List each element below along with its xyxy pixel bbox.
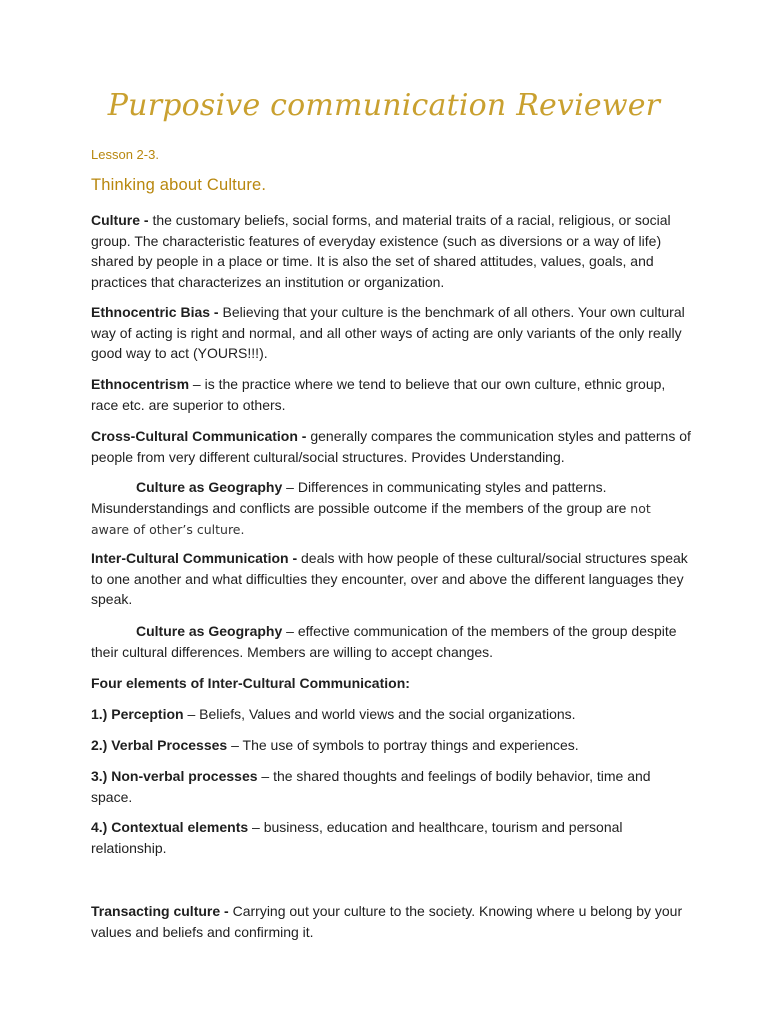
list-item [91, 766, 691, 807]
term-cross-cultural: Cross-Cultural Communication - [91, 428, 307, 444]
paragraph-ethnocentrism [91, 374, 691, 415]
paragraph-transacting [91, 901, 691, 942]
element-text: – The use of symbols to portray things and experiences. [227, 737, 579, 753]
list-item [91, 704, 691, 725]
lesson-label: Lesson 2-3. [91, 147, 159, 162]
definition-transacting: Carrying out your culture to the society. Knowing where u belong by your values and beliefs and confirming it. [91, 903, 683, 940]
definition-inter-cultural: deals with how people of these cultural/social structures speak to one another and what difficulties they encounter, over and above the different languages they speak. [91, 550, 688, 607]
paragraph-ethnocentric-bias [91, 302, 691, 364]
term-geography-1: Culture as Geography [136, 479, 283, 495]
paragraph-inter-cultural [91, 548, 691, 610]
list-item [91, 817, 691, 858]
paragraph-geography-1 [91, 477, 691, 541]
term-geography-2: Culture as Geography [136, 623, 283, 639]
definition-ethnocentrism: – is the practice where we tend to believe that our own culture, ethnic group, race etc. are superior to others. [91, 376, 666, 413]
document-title: Purposive communication Reviewer [107, 88, 661, 123]
term-culture: Culture - [91, 212, 149, 228]
element-term: 1.) Perception [91, 706, 184, 722]
term-ethnocentric-bias: Ethnocentric Bias - [91, 304, 219, 320]
list-item [91, 735, 691, 756]
definition-culture: the customary beliefs, social forms, and material traits of a racial, religious, or social group. The characteristic features of everyday existence (such as diversions or a way of life) shared by people in a place or time. It is also the set of shared attitudes, values, goals, and practices that characterizes an institution or organization. [91, 212, 671, 290]
definition-ethnocentric-bias: Believing that your culture is the benchmark of all others. Your own cultural way of acting is right and normal, and all other ways of acting are only variants of the only really good way to act (YOURS!!!). [91, 304, 685, 361]
definition-cross-cultural: generally compares the communication styles and patterns of people from very different cultural/social structures. Provides Understanding. [91, 428, 691, 465]
element-text: – Beliefs, Values and world views and the social organizations. [183, 706, 576, 722]
term-transacting: Transacting culture - [91, 903, 229, 919]
term-inter-cultural: Inter-Cultural Communication - [91, 550, 298, 566]
element-text: – business, education and healthcare, tourism and personal relationship. [91, 819, 623, 856]
term-four-elements: Four elements of Inter-Cultural Communication: [91, 675, 410, 691]
element-term: 2.) Verbal Processes [91, 737, 228, 753]
element-term: 4.) Contextual elements [91, 819, 249, 835]
definition-geography-2: – effective communication of the members of the group despite their cultural differences. Members are willing to accept changes. [91, 623, 677, 660]
paragraph-culture [91, 210, 691, 292]
definition-geography-1: – Differences in communicating styles and patterns. Misunderstandings and conflicts are possible outcome if the members of the group are [91, 479, 631, 516]
paragraph-cross-cultural [91, 426, 691, 467]
paragraph-geography-2 [91, 621, 691, 662]
paragraph-four-elements [91, 673, 691, 694]
term-ethnocentrism: Ethnocentrism [91, 376, 190, 392]
element-term: 3.) Non-verbal processes [91, 768, 258, 784]
definition-geography-1-tail: not aware of other’s culture. [91, 500, 651, 537]
element-text: – the shared thoughts and feelings of bodily behavior, time and space. [91, 768, 651, 805]
section-heading: Thinking about Culture. [91, 176, 267, 194]
